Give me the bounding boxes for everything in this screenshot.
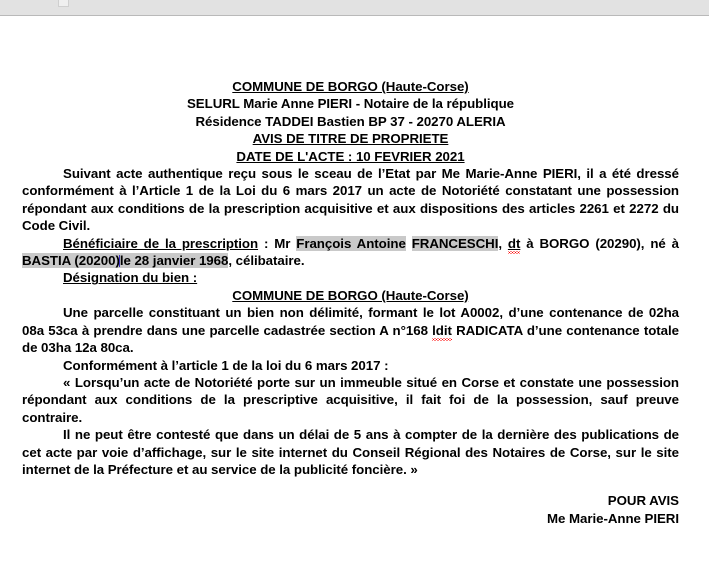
- application-toolbar-strip: [0, 0, 709, 16]
- beneficiary-first-names: François Antoine: [296, 235, 406, 251]
- designation-commune-line: [22, 287, 679, 304]
- signature-block: [22, 492, 679, 527]
- beneficiary-title: Mr: [274, 235, 297, 251]
- paragraph-beneficiary: [22, 235, 679, 270]
- document-body: [22, 78, 679, 527]
- beneficiary-birth-date: le 28 janvier 1968: [119, 253, 229, 269]
- header-address-line: Résidence TADDEI Bastien BP 37 - 20270 ALERIA: [195, 113, 506, 129]
- header-date-line: [22, 148, 679, 165]
- header-commune-text: COMMUNE DE BORGO (Haute-Corse): [232, 79, 469, 94]
- beneficiary-dt-abbrev: dt: [507, 235, 521, 251]
- signature-line-2: Me Marie-Anne PIERI: [546, 510, 679, 526]
- header-notary-line: SELURL Marie Anne PIERI - Notaire de la république: [186, 96, 515, 112]
- header-title-line: [22, 130, 679, 147]
- parcel-text-part-2: RADICATA d’une contenance totale de 03ha 12a 80ca.: [22, 322, 680, 356]
- window-control-icon[interactable]: [58, 0, 69, 7]
- beneficiary-residence: à BORGO (20290), né à: [520, 235, 679, 251]
- header-date-text: DATE DE L'ACTE : 10 FEVRIER 2021: [236, 148, 465, 164]
- beneficiary-last-name: FRANCESCHI: [411, 235, 499, 251]
- parcel-text-part-1: Une parcelle constituant un bien non délimité, formant le lot A0002, d’une contenance de 02ha 08a 53ca à prendre dans une parcelle cadastrée section A n°168: [22, 305, 679, 338]
- parcel-ldit-word: ldit: [432, 322, 452, 338]
- beneficiary-status: , célibataire.: [228, 253, 305, 269]
- paragraph-intro: Suivant acte authentique reçu sous le sceau de l’Etat par Me Marie-Anne PIERI, il a été dressé conformément à l’Article 1 de la Loi du 6 mars 2017 un acte de Notoriété constatant une possession répondant aux conditions de la prescription acquisitive et aux dispositions des articles 2261 et 2272 du Code Civil.: [22, 166, 679, 234]
- signature-line-1: POUR AVIS: [607, 493, 679, 509]
- beneficiary-birth-place: BASTIA (20200): [22, 253, 120, 269]
- paragraph-conformity: Conformément à l’article 1 de la loi du 6 mars 2017 :: [63, 357, 389, 373]
- header-title-text: AVIS DE TITRE DE PROPRIETE: [252, 131, 449, 147]
- beneficiary-colon: :: [258, 235, 275, 251]
- beneficiary-name-space: [406, 236, 412, 251]
- paragraph-contest: Il ne peut être contesté que dans un délai de 5 ans à compter de la dernière des publications de cet acte par voie d’affichage, sur le site internet du Conseil Régional des Notaires de Corse, sur le site internet de la Préfecture et au service de la publicité foncière. »: [22, 427, 679, 477]
- paragraph-parcel: [22, 304, 679, 356]
- document-page: [0, 16, 709, 563]
- paragraph-quote: « Lorsqu’un acte de Notoriété porte sur un immeuble situé en Corse et constate une possession répondant aux conditions de la prescriptive acquisitive, il fait foi de la possession, sauf preuve contraire.: [22, 374, 679, 425]
- beneficiary-label: Bénéficiaire de la prescription: [63, 235, 259, 251]
- designation-label-text: Désignation du bien :: [63, 270, 198, 286]
- paragraph-designation-label: [22, 269, 679, 286]
- header-commune-line: [22, 78, 679, 95]
- designation-commune-text: COMMUNE DE BORGO (Haute-Corse): [232, 287, 469, 303]
- beneficiary-after-name: ,: [498, 235, 508, 251]
